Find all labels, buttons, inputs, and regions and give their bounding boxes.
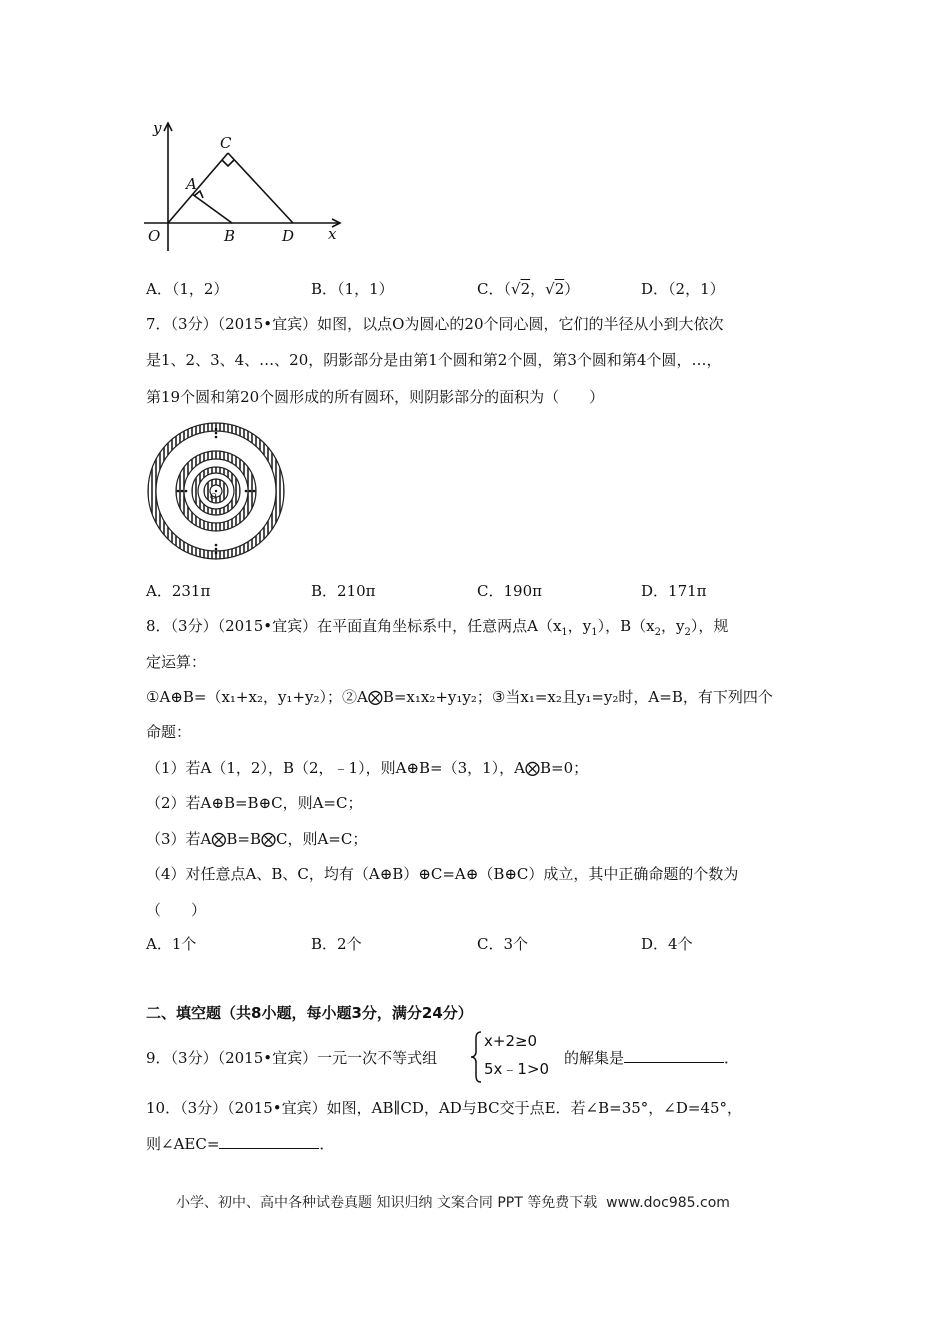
q7-line-3: 第19个圆和第20个圆形成的所有圆环，则阴影部分的面积为（ ） xyxy=(146,388,605,406)
q7-option-a[interactable]: A．231π xyxy=(146,582,211,600)
label-d: D xyxy=(282,227,295,245)
q9-suffix: 的解集是 ． xyxy=(564,1049,740,1067)
footer xyxy=(176,1192,730,1212)
q8-proposition-1: （1）若A（1，2），B（2，﹣1），则A⊕B=（3，1），A⨂B=0； xyxy=(146,759,589,777)
q9-prefix: 9．（3分）（2015•宜宾）一元一次不等式组 xyxy=(146,1049,438,1067)
q6-option-c[interactable]: C．（√2，√2） xyxy=(477,280,580,298)
q7-figure xyxy=(146,421,286,561)
q7-line-1: 7．（3分）（2015•宜宾）如图，以点O为圆心的20个同心圆，它们的半径从小到大依次 xyxy=(146,315,724,333)
q8-line-2: 定运算： xyxy=(146,653,207,671)
q8-proposition-3: （3）若A⨂B=B⨂C，则A=C； xyxy=(146,830,368,848)
q8-line-3: ①A⊕B=（x₁+x₂，y₁+y₂）；②A⨂B=x₁x₂+y₁y₂；③当x₁=x₂且y₁=y₂时，A=B，有下列四个 xyxy=(146,688,773,706)
sqrt-symbol: √2 xyxy=(511,280,531,298)
q8-option-b[interactable]: B．2个 xyxy=(311,935,362,953)
label-c: C xyxy=(220,134,232,152)
q8-option-c[interactable]: C．3个 xyxy=(477,935,529,953)
sqrt-symbol: √2 xyxy=(545,280,565,298)
q6-option-d[interactable]: D．（2，1） xyxy=(641,280,725,298)
q6-option-b[interactable]: B．（1，1） xyxy=(311,280,394,298)
q8-line-4: 命题： xyxy=(146,723,192,741)
footer-text: 小学、初中、高中各种试卷真题 知识归纳 文案合同 PPT 等免费下载 xyxy=(176,1195,598,1211)
system-brace xyxy=(470,1030,482,1084)
q7-option-c[interactable]: C．190π xyxy=(477,582,542,600)
right-angle-c xyxy=(222,160,234,166)
answer-blank[interactable] xyxy=(219,1134,319,1149)
segment-oc xyxy=(168,153,228,223)
label-center-o: O xyxy=(210,492,217,501)
q8-option-a[interactable]: A．1个 xyxy=(146,935,197,953)
label-a: A xyxy=(186,175,197,193)
label-b: B xyxy=(224,227,236,245)
q10-line-2: 则∠AEC= ． xyxy=(146,1135,335,1153)
q8-proposition-4: （4）对任意点A、B、C，均有（A⊕B）⊕C=A⊕（B⊕C）成立，其中正确命题的个数为 xyxy=(146,865,739,883)
inequality-row-2: 5x﹣1>0 xyxy=(484,1060,550,1078)
q7-option-b[interactable]: B．210π xyxy=(311,582,376,600)
q7-option-d[interactable]: D．171π xyxy=(641,582,707,600)
answer-blank[interactable] xyxy=(624,1048,724,1063)
q7-line-2: 是1、2、3、4、…、20，阴影部分是由第1个圆和第2个圆，第3个圆和第4个圆，…， xyxy=(146,351,722,369)
q8-line-1: 8．（3分）（2015•宜宾）在平面直角坐标系中，任意两点$A(x_1$，$y_1$），$B(x_2$，$y_2$），规 xyxy=(146,617,729,638)
footer-link[interactable]: www.doc985.com xyxy=(606,1195,730,1211)
section-heading: 二、填空题（共8小题，每小题3分，满分24分） xyxy=(146,1004,473,1022)
label-x: x xyxy=(328,225,337,243)
segment-cd xyxy=(228,153,293,223)
q8-option-d[interactable]: D．4个 xyxy=(641,935,693,953)
q8-answer-bracket: （ ） xyxy=(146,901,207,919)
label-y: y xyxy=(153,119,162,137)
q6-option-a[interactable]: A．（1，2） xyxy=(146,280,229,298)
label-o: O xyxy=(148,227,161,245)
q10-line-1: 10．（3分）（2015•宜宾）如图，AB∥CD，AD与BC交于点E．若∠B=35°，∠D=45°， xyxy=(146,1099,743,1117)
q6-figure xyxy=(140,115,350,255)
q8-proposition-2: （2）若A⊕B=B⊕C，则A=C； xyxy=(146,794,363,812)
inequality-row-1: x+2≥0 xyxy=(484,1032,538,1050)
segment-ab xyxy=(192,194,232,223)
